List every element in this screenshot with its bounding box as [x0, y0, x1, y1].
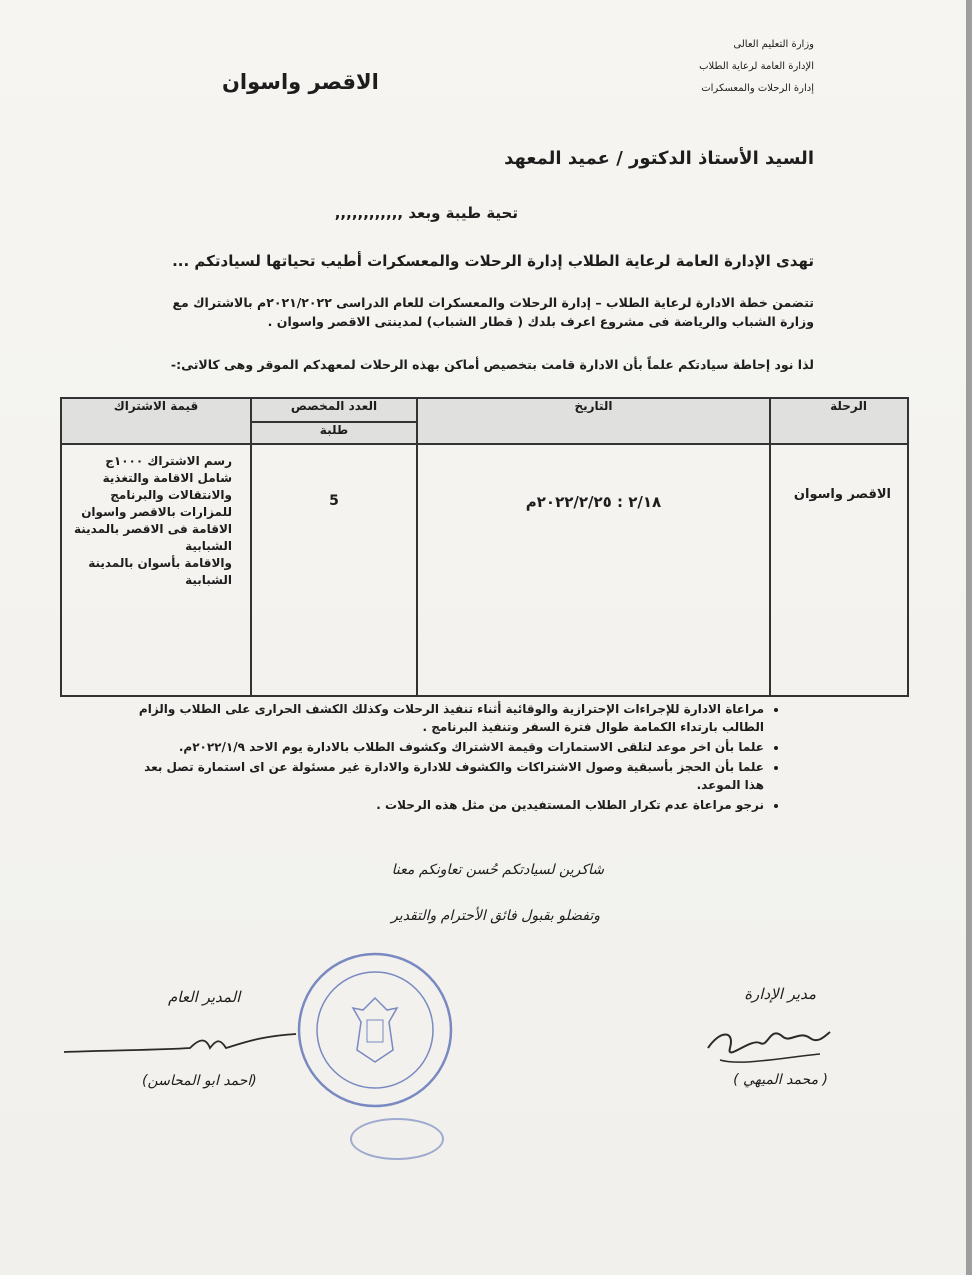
right-signature-name: ( محمد الميهي )	[733, 1072, 828, 1088]
greeting: تحية طيبة وبعد ,,,,,,,,,,,,	[334, 204, 518, 222]
fee-line: رسم الاشتراك ١٠٠٠ج	[105, 454, 232, 468]
paragraph-line-2: وزارة الشباب والرياضة فى مشروع اعرف بلدك ( قطار الشباب) لمدينتى الاقصر واسوان .	[267, 314, 814, 329]
fee-line: الشبابية	[185, 573, 232, 587]
fee-line: والاقامة بأسوان بالمدينة	[88, 556, 232, 570]
fee-line: الشبابية	[185, 539, 232, 553]
header-trip: الرحلة	[770, 398, 908, 444]
notes-list	[126, 700, 786, 816]
fee-line: الاقامة فى الاقصر بالمدينة	[73, 522, 232, 536]
left-signature-title: المدير العام	[168, 988, 241, 1006]
addressee: السيد الأستاذ الدكتور / عميد المعهد	[504, 148, 814, 169]
note-bullet: • مراعاة الادارة للإجراءات الإحترازية والوقائية أثناء تنفيذ الرحلات وكذلك الكشف الحرارى على الطلاب والزام الطالب بارتداء الكمامة طوال فترة السفر وتنفيذ البرنامج .	[126, 700, 764, 736]
closing-thanks: شاكرين لسيادتكم حُسن تعاونكم معنا	[391, 862, 604, 878]
left-signature-scribble	[60, 1024, 300, 1064]
cell-fee	[61, 444, 251, 696]
note-line: لذا نود إحاطة سيادتكم علماً بأن الادارة قامت بتخصيص أماكن بهذه الرحلات لمعهدكم الموقر وهى كالاتى:-	[170, 357, 814, 372]
cell-date: ٢/١٨ : ٢٠٢٢/٢/٢٥م	[417, 444, 770, 696]
body-paragraph	[114, 293, 814, 331]
org-unit: إدارة الرحلات والمعسكرات	[701, 83, 814, 94]
cell-trip: الاقصر واسوان	[770, 444, 908, 696]
fee-line: شامل الاقامة والتغذية	[102, 471, 232, 485]
org-ministry: وزارة التعليم العالى	[733, 39, 814, 50]
right-signature-scribble	[700, 1018, 840, 1073]
trips-table	[60, 397, 909, 697]
org-header	[584, 38, 814, 104]
stamp-oval	[350, 1118, 444, 1160]
note-bullet: • علما بأن اخر موعد لتلقى الاستمارات وقيمة الاشتراك وكشوف الطلاب بالادارة يوم الاحد ٢٠٢٢/١/٩م.	[126, 738, 764, 756]
cell-count: 5	[251, 444, 417, 696]
left-signature-name: (احمد ابو المحاسن)	[142, 1073, 257, 1089]
header-fee: قيمة الاشتراك	[61, 398, 251, 444]
header-allocated-unit: طلبة	[251, 422, 417, 444]
closing-regards: وتفضلو بقبول فائق الأحترام والتقدير	[391, 908, 600, 924]
header-title: الاقصر واسوان	[222, 70, 379, 94]
header-allocated: العدد المخصص	[251, 398, 417, 422]
intro-line: تهدى الإدارة العامة لرعاية الطلاب إدارة الرحلات والمعسكرات أطيب تحياتها لسيادتكم ...	[172, 252, 814, 270]
fee-line: والانتقالات والبرنامج	[110, 488, 232, 502]
org-department: الإدارة العامة لرعاية الطلاب	[699, 61, 814, 72]
note-bullet: • نرجو مراعاة عدم تكرار الطلاب المستفيدين من مثل هذه الرحلات .	[126, 796, 764, 814]
fee-line: للمزارات بالاقصر واسوان	[81, 505, 232, 519]
header-date: التاريخ	[417, 398, 770, 444]
paragraph-line-1: تتضمن خطة الادارة لرعاية الطلاب – إدارة الرحلات والمعسكرات للعام الدراسى ٢٠٢١/٢٠٢٢م بالاشتراك مع	[172, 295, 814, 310]
right-signature-title: مدير الإدارة	[744, 985, 816, 1003]
official-stamp	[295, 950, 455, 1120]
note-bullet: • علما بأن الحجز بأسبقية وصول الاشتراكات والكشوف للادارة والادارة غير مسئولة عن اى استمارة تصل بعد هذا الموعد.	[126, 758, 764, 794]
